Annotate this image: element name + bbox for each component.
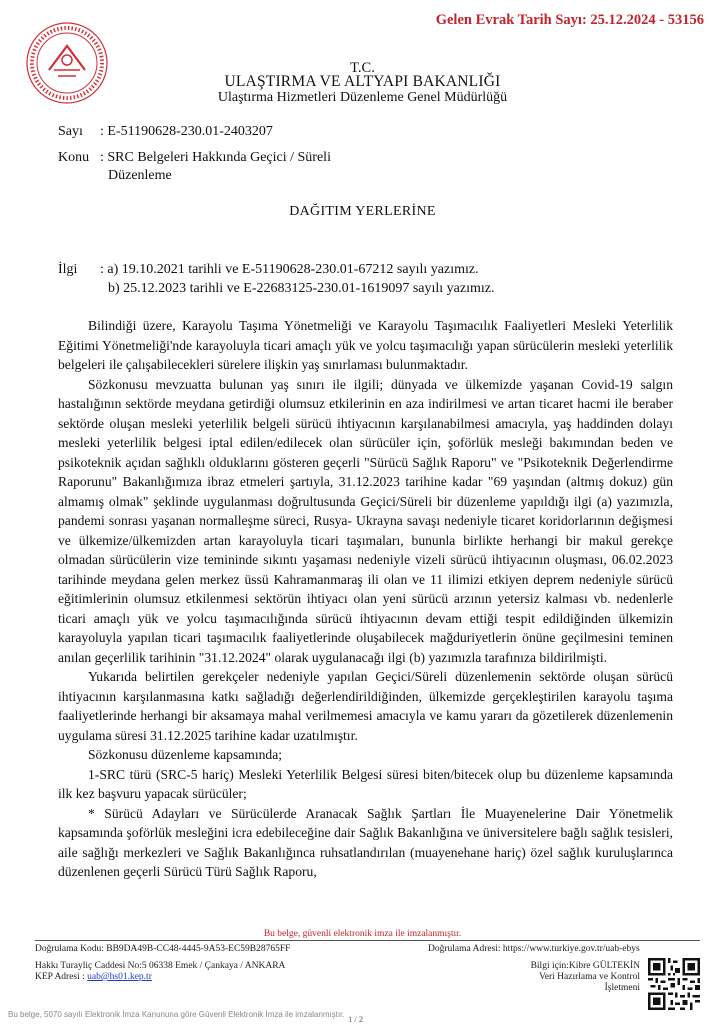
konu-value: : SRC Belgeleri Hakkında Geçici / Süreli bbox=[100, 150, 331, 165]
paragraph: Sözkonusu düzenleme kapsamında; bbox=[88, 747, 283, 762]
header-directorate: Ulaştırma Hizmetleri Düzenleme Genel Müdürlüğü bbox=[217, 90, 508, 105]
kep-address bbox=[35, 972, 152, 982]
kep-link[interactable]: uab@hs01.kep.tr bbox=[87, 972, 152, 982]
page-number: 1 / 2 bbox=[348, 1014, 364, 1024]
contact-role: Veri Hazırlama ve Kontrol bbox=[538, 972, 640, 982]
paragraph: Yukarıda belirtilen gerekçeler nedeniyle yapılan Geçici/Süreli düzenlemenin sektörde oluşan sürücü ihtiyacının karşılanmasına katkı sağladığı değerlendirildiğinden, ülkemizde gerçekleştirilen karayolu taşıma faaliyetlerinde herhangi bir aksamaya mahal verilmemesi amacıyla ve kamu yararı da gözetilerek düzenlemenin uygulama süresi 31.12.2025 tarihine kadar uzatılmıştır. bbox=[58, 669, 673, 743]
ilgi-item-b: b) 25.12.2023 tarihli ve E-22683125-230.01-1619097 sayılı yazımız. bbox=[108, 281, 495, 296]
header-tc: T.C. bbox=[350, 60, 375, 76]
signed-notice: Bu belge, güvenli elektronik imza ile imzalanmıştır. bbox=[263, 929, 462, 939]
paragraph: Sözkonusu mevzuatta bulunan yaş sınırı ile ilgili; dünyada ve ülkemizde yaşanan Covid-19 salgın hastalığının sektörde meydana getirdiği olumsuz etkilerinin en aza indirilmesi ve artan ticaret hacmi ile beraber sektörde oluşan mesleki yeterlilik belgeli sürücü ihtiyacının karşılanabilmesi amacıyla, yaş haddinden dolayı mesleki yeterlilik belgesi iptal edilen/edilecek olan sürücüler için, şoförlük mesleği bakımından beden ve psikoteknik açıdan sağlıklı olduklarını gösteren geçerli "Sürücü Sağlık Raporu" ve "Psikoteknik Değerlendirme Raporunu" Bakanlığımıza ibraz etmeleri şartıyla, 31.12.2023 tarihine kadar "69 yaşından (altmış dokuz) gün almamış olmak" şeklinde uygulanması doğrultusunda Geçici/Süreli bir düzenleme yapıldığı ilgi (a) yazımızla, pandemi sonrası yaşanan normalleşme süreci, Rusya- Ukrayna savaşı nedeniyle ticaret koridorlarının değişmesi ve ülkemize/ülkemizden artan karayoluyla ticari taşımaları, bununla birlikte herhangi bir makul gerekçe olmadan sürücülerin vize temininde sıkıntı yaşaması nedeniyle vizeli sürücü ihtiyacının oluşması, 06.02.2023 tarihinde meydana gelen merkez üssü Kahramanmaraş ili olan ve 11 ilimizi etkiyen deprem nedeniyle sürücü eğitimlerinin olumsuz etkilenmesi sektörün ihtiyacı olan yeni sürücü arzının yetersiz kalması vb. nedenlerle ticari amaçlı yük ve yolcu taşımacılığında sürücü ihtiyacının devam ettiği tespit edildiğinden ülkemizin karayoluyla yapılan ticari taşımacılık faaliyetlerinde oluşabilecek mağduriyetlerin önüne geçilmesini teminen anılan geçerlilik tarihinin "31.12.2024" olarak uygulanacağı ilgi (b) yazımızla tarafınıza bildirilmişti. bbox=[58, 376, 673, 665]
contact-role-cont: İşletmeni bbox=[604, 983, 640, 993]
sayi-label: Sayı bbox=[58, 124, 83, 139]
document-title: DAĞITIM YERLERİNE bbox=[289, 204, 436, 219]
contact-name: Bilgi için:Kibre GÜLTEKİN bbox=[530, 961, 640, 971]
konu-value-cont: Düzenleme bbox=[108, 168, 172, 183]
paragraph: 1-SRC türü (SRC-5 hariç) Mesleki Yeterlilik Belgesi süresi biten/bitecek olup bu düzenleme kapsamında ilk kez başvuru yapacak sürücüler; bbox=[58, 766, 673, 801]
qr-code-icon bbox=[648, 958, 700, 1010]
document-body bbox=[58, 316, 673, 882]
paragraph: Bilindiği üzere, Karayolu Taşıma Yönetmeliği ve Karayolu Taşımacılık Faaliyetleri Mesleki Yeterlilik Eğitimi Yönetmeliği'nde karayoluyla ticari amaçlı yük ve yolcu taşımacılığı yapan sürücülerin mesleki yeterlilik belgeleri ile çalışabilecekleri sürelere ilişkin yaş sınırlaması bulunmaktadır. bbox=[58, 318, 673, 372]
kep-label: KEP Adresi : bbox=[35, 972, 88, 982]
ilgi-item-a: : a) 19.10.2021 tarihli ve E-51190628-230.01-67212 sayılı yazımız. bbox=[100, 262, 479, 277]
sayi-value: : E-51190628-230.01-2403207 bbox=[100, 124, 273, 139]
e-signature-disclaimer: Bu belge, 5070 sayılı Elektronik İmza Kanununa göre Güvenli Elektronik İmza ile imzalanmıştır. bbox=[8, 1010, 345, 1019]
verification-code: Doğrulama Kodu: BB9DA49B-CC48-4445-9A53-EC59B28765FF bbox=[35, 944, 291, 954]
postal-address: Hakkı Turayliç Caddesi No:5 06338 Emek / Çankaya / ANKARA bbox=[35, 961, 286, 971]
paragraph: * Sürücü Adayları ve Sürücülerde Aranacak Sağlık Şartları İle Muayenelerine Dair Yönetmelik kapsamında şoförlük mesleğini icra edebileceğine dair Sağlık Bakanlığına ve üniversitelere bağlı sağlık tesisleri, aile sağlığı merkezleri ve Sağlık Bakanlığınca ruhsatlandırılan (muayenehane hariç) özel sağlık kuruluşlarınca düzenlenen geçerli Sürücü Türü Sağlık Raporu, bbox=[58, 805, 673, 879]
konu-label: Konu bbox=[58, 150, 90, 165]
ilgi-label: İlgi bbox=[58, 262, 78, 277]
header-ministry: ULAŞTIRMA VE ALTYAPI BAKANLIĞI bbox=[224, 73, 501, 90]
verification-address: Doğrulama Adresi: https://www.turkiye.gov.tr/uab-ebys bbox=[428, 944, 640, 954]
incoming-document-stamp: Gelen Evrak Tarih Sayı: 25.12.2024 - 53156 bbox=[435, 12, 704, 28]
footer-divider bbox=[35, 940, 700, 941]
